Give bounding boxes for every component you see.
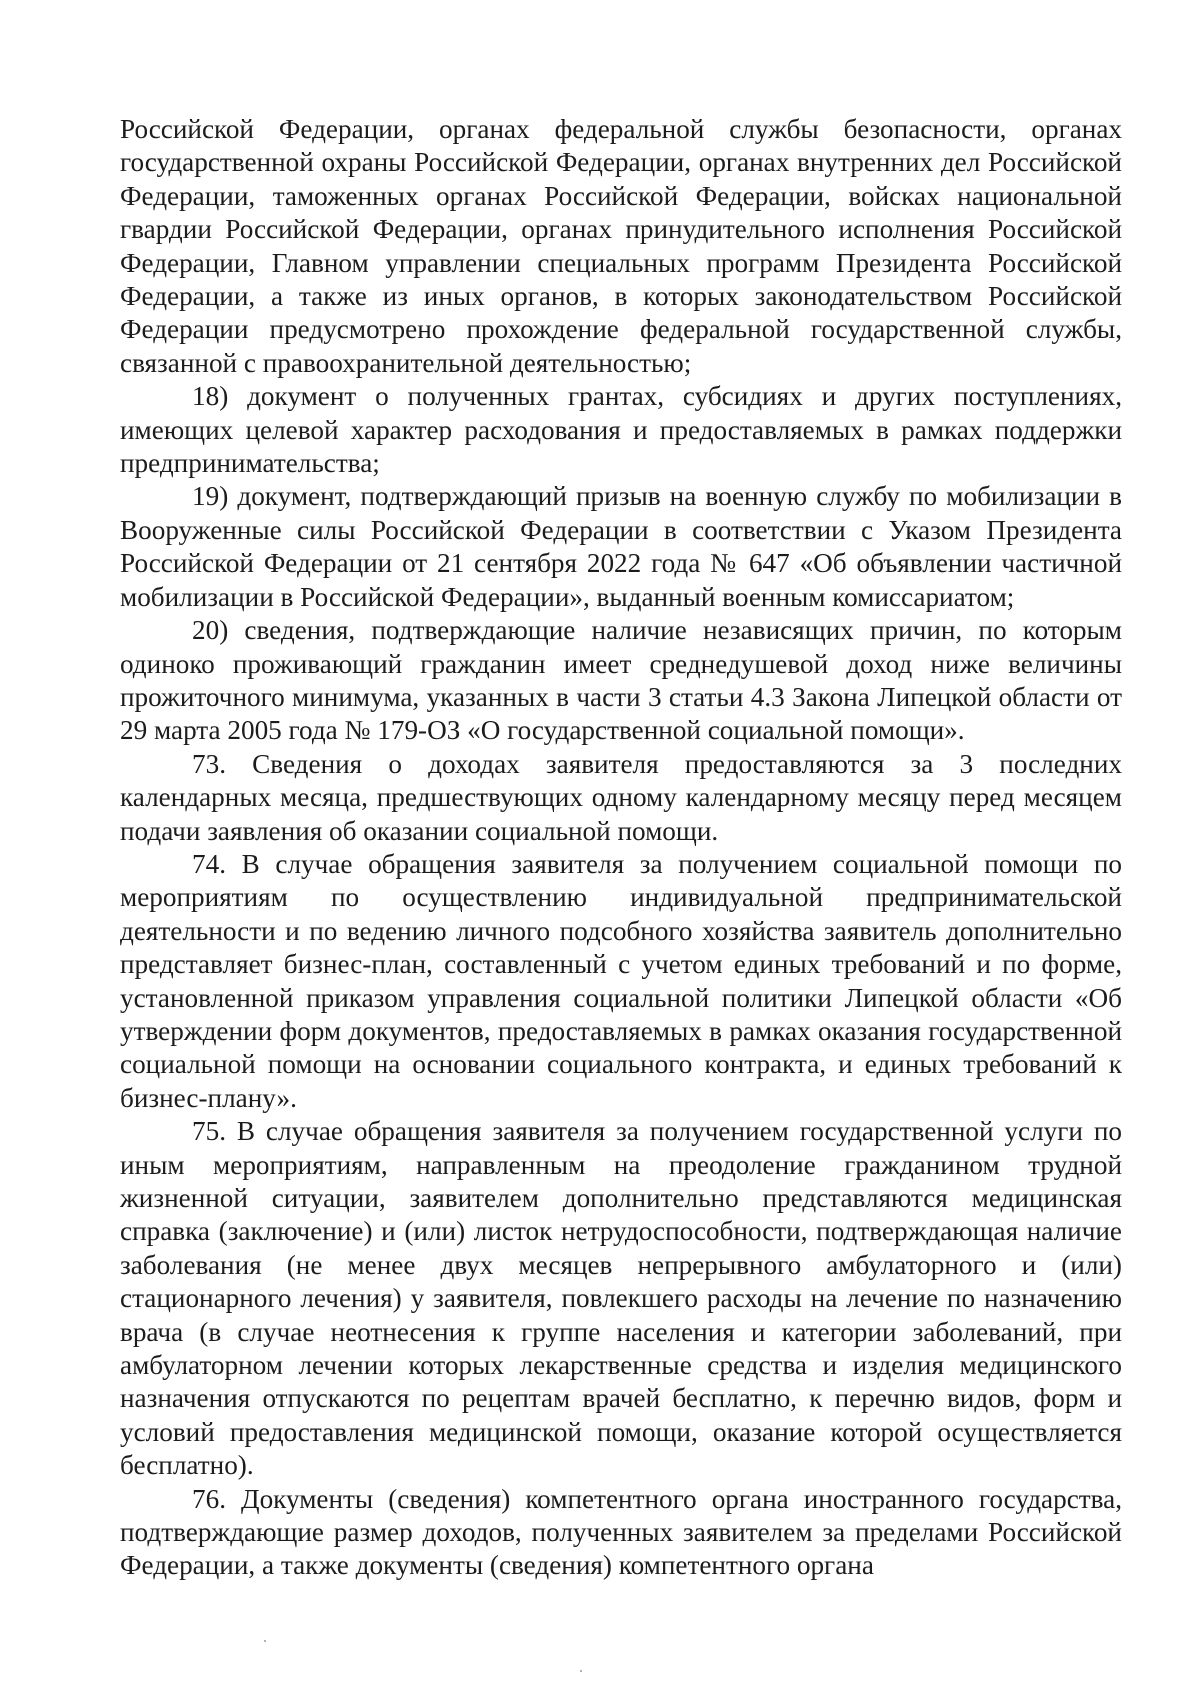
scan-speck [264,1640,266,1642]
paragraph-continuation: Российской Федерации, органах федеральной службы безопасности, органах государственной охраны Российской Федерации, органах внутренних дел Российской Федерации, таможенных органах Российской Федерации, войсках национальной гвардии Российской Федерации, органах принудительного исполнения Российской Федерации, Главном управлении специальных программ Президента Российской Федерации, а также из иных органов, в которых законодательством Российской Федерации предусмотрено прохождение федеральной государственной службы, связанной с правоохранительной деятельностью; [120,114,1122,378]
paragraph-item-19: 19) документ, подтверждающий призыв на военную службу по мобилизации в Вооруженные силы Российской Федерации в соответствии с Указом Президента Российской Федерации от 21 сентября 2022 года № 647 «Об объявлении частичной мобилизации в Российской Федерации», выданный военным комиссариатом; [120,481,1122,612]
scan-speck [580,1670,582,1672]
paragraph-clause-76: 76. Документы (сведения) компетентного органа иностранного государства, подтверждающие размер доходов, полученных заявителем за пределами Российской Федерации, а также документы (сведения) компетентного органа [120,1483,1122,1581]
paragraph-item-18: 18) документ о полученных грантах, субсидиях и других поступлениях, имеющих целевой характер расходования и предоставляемых в рамках поддержки предпринимательства; [120,381,1122,479]
paragraph-item-20: 20) сведения, подтверждающие наличие независящих причин, по которым одиноко проживающий гражданин имеет среднедушевой доход ниже величины прожиточного минимума, указанных в части 3 статьи 4.3 Закона Липецкой области от 29 марта 2005 года № 179-ОЗ «О государственной социальной помощи». [120,615,1122,746]
paragraph-clause-74: 74. В случае обращения заявителя за получением социальной помощи по мероприятиям по осуществлению индивидуальной предпринимательской деятельности и по ведению личного подсобного хозяйства заявитель дополнительно представляет бизнес-план, составленный с учетом единых требований и по форме, установленной приказом управления социальной политики Липецкой области «Об утверждении форм документов, предоставляемых в рамках оказания государственной социальной помощи на основании социального контракта, и единых требований к бизнес-плану». [120,848,1122,1113]
document-page [120,113,1122,1583]
paragraph-clause-73: 73. Сведения о доходах заявителя предоставляются за 3 последних календарных месяца, предшествующих одному календарному месяцу перед месяцем подачи заявления об оказании социальной помощи. [120,748,1122,846]
paragraph-clause-75: 75. В случае обращения заявителя за получением государственной услуги по иным мероприятиям, направленным на преодоление гражданином трудной жизненной ситуации, заявителем дополнительно представляются медицинская справка (заключение) и (или) листок нетрудоспособности, подтверждающая наличие заболевания (не менее двух месяцев непрерывного амбулаторного и (или) стационарного лечения) у заявителя, повлекшего расходы на лечение по назначению врача (в случае неотнесения к группе населения и категории заболеваний, при амбулаторном лечении которых лекарственные средства и изделия медицинского назначения отпускаются по рецептам врачей бесплатно, к перечню видов, форм и условий предоставления медицинской помощи, оказание которой осуществляется бесплатно). [120,1116,1122,1481]
